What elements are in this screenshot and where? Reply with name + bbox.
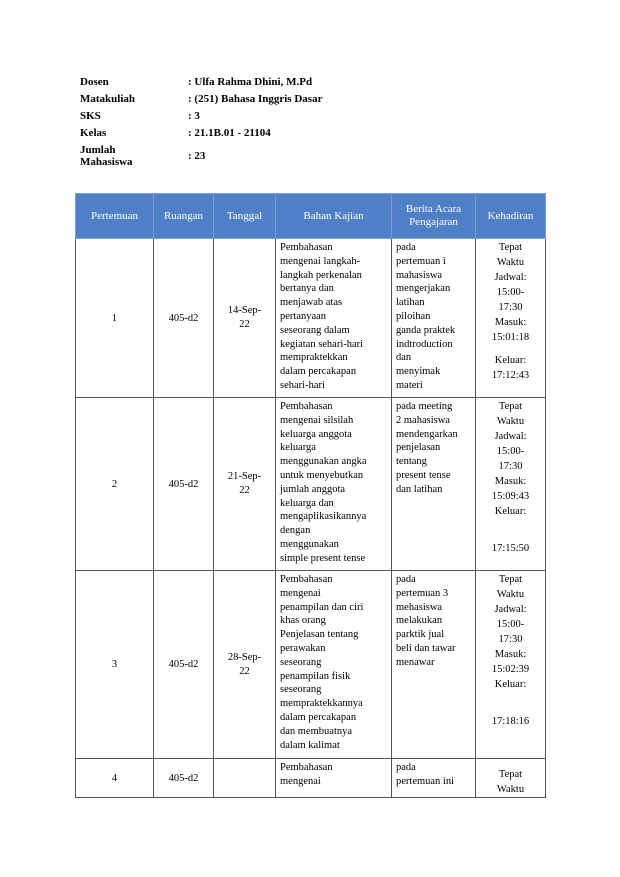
bahan-line: sehari-hari	[280, 379, 325, 391]
bahan-line: keluarga anggota	[280, 428, 352, 440]
berita-line: pada	[396, 242, 416, 253]
hadir-keluar-label: Keluar:	[494, 506, 527, 517]
hadir-keluar-time: 17:15:50	[491, 543, 530, 554]
pertemuan-cell: 1	[76, 239, 154, 398]
berita-line: beli dan tawar	[396, 642, 456, 654]
tanggal-line2: 22	[239, 485, 250, 496]
bahan-line: mengenai langkah-	[280, 255, 361, 267]
berita-line: tentang	[396, 456, 427, 468]
header-berita-acara	[392, 194, 476, 239]
bahan-line: untuk menyebutkan	[280, 469, 364, 481]
bahan-line: Pembahasan	[280, 574, 333, 585]
berita-acara-cell	[392, 398, 476, 571]
bahan-kajian-cell	[276, 398, 392, 571]
bahan-line: dan membuatnya	[280, 725, 353, 737]
berita-line: ganda praktek	[396, 324, 456, 336]
berita-acara-cell	[392, 239, 476, 398]
berita-line: pertemuan i	[396, 255, 446, 267]
table-header-row	[76, 194, 546, 239]
hadir-jadwal-start: 15:00-	[496, 619, 525, 630]
bahan-line: mengenai silsilah	[280, 414, 354, 426]
header-tanggal: Tanggal	[214, 194, 276, 239]
hadir-masuk-label: Masuk:	[494, 476, 527, 487]
kehadiran-cell	[476, 571, 546, 759]
matakuliah-label: Matakuliah	[80, 93, 136, 105]
bahan-line: seseorang dalam	[280, 324, 350, 336]
bahan-line: kegiatan sehari-hari	[280, 338, 364, 350]
header-ruangan: Ruangan	[154, 194, 214, 239]
header-berita-line1: Berita Acara	[405, 203, 462, 215]
ruangan-cell: 405-d2	[154, 571, 214, 759]
bahan-line: khas orang	[280, 615, 326, 627]
bahan-line: penampilan fisik	[280, 670, 351, 682]
bahan-line: mempraktekkan	[280, 352, 348, 364]
sks-value: : 3	[188, 110, 200, 122]
dosen-value: : Ulfa Rahma Dhini, M.Pd	[188, 76, 313, 88]
matakuliah-value: : (251) Bahasa Inggris Dasar	[188, 93, 323, 105]
bahan-line: mengenai	[280, 587, 321, 599]
kelas-label: Kelas	[80, 127, 107, 139]
hadir-masuk-label: Masuk:	[494, 649, 527, 660]
bahan-line: keluarga	[280, 442, 316, 454]
table-row	[76, 398, 546, 571]
berita-line: mendengarkan	[396, 428, 458, 440]
bahan-line: seseorang	[280, 656, 322, 668]
bahan-line: Pembahasan	[280, 762, 333, 773]
bahan-line: mengaplikasikannya	[280, 511, 367, 523]
hadir-masuk-time: 15:01:18	[491, 332, 530, 343]
tanggal-line2: 22	[239, 665, 250, 677]
hadir-keluar-label: Keluar:	[494, 679, 527, 690]
berita-acara-cell	[392, 571, 476, 759]
berita-line: latihan	[396, 297, 425, 309]
hadir-jadwal-label: Jadwal:	[494, 272, 527, 283]
bahan-line: pertanyaan	[280, 310, 327, 322]
hadir-jadwal-end: 17:30	[498, 302, 523, 313]
jumlah-value: : 23	[188, 150, 206, 162]
bahan-line: Penjelasan tentang	[280, 629, 359, 641]
berita-line: mahasiswa	[396, 269, 443, 281]
bahan-line: simple present tense	[280, 552, 366, 564]
kehadiran-cell	[476, 239, 546, 398]
hadir-jadwal-end: 17:30	[498, 634, 523, 645]
hadir-keluar-time: 17:18:16	[491, 716, 530, 727]
berita-line: indtroduction	[396, 338, 453, 350]
bahan-line: menggunakan	[280, 538, 339, 550]
bahan-line: Pembahasan	[280, 401, 333, 412]
berita-line: pertemuan 3	[396, 587, 449, 599]
tanggal-line1: 28-Sep-	[227, 651, 262, 663]
ruangan-cell: 405-d2	[154, 759, 214, 798]
bahan-line: jumlah anggota	[280, 483, 346, 495]
table-row	[76, 239, 546, 398]
berita-line: dan latihan	[396, 483, 443, 495]
berita-line: mehasiswa	[396, 601, 443, 613]
sks-label: SKS	[80, 110, 101, 122]
hadir-masuk-time: 15:09:43	[491, 491, 530, 502]
hadir-status: Tepat	[498, 242, 523, 253]
tanggal-line2: 22	[239, 319, 250, 330]
berita-line: pertemuan ini	[396, 775, 455, 787]
bahan-line: menggunakan angka	[280, 456, 367, 468]
berita-line: dan	[396, 352, 412, 364]
berita-acara-cell	[392, 759, 476, 798]
berita-line: mengerjakan	[396, 283, 451, 295]
berita-line: materi	[396, 379, 423, 391]
berita-line: pada	[396, 762, 416, 773]
hadir-jadwal-end: 17:30	[498, 461, 523, 472]
berita-line: pada	[396, 574, 416, 585]
berita-line: menyimak	[396, 366, 441, 378]
bahan-line: mengenai	[280, 775, 321, 787]
table-row	[76, 759, 546, 798]
attendance-table	[75, 193, 546, 798]
hadir-jadwal-label: Jadwal:	[494, 604, 527, 615]
bahan-line: menjawab atas	[280, 297, 343, 309]
kelas-value: : 21.1B.01 - 21104	[188, 127, 271, 139]
bahan-kajian-cell	[276, 239, 392, 398]
berita-line: 2 mahasiswa	[396, 414, 450, 426]
tanggal-cell	[214, 571, 276, 759]
header-kehadiran: Kehadiran	[476, 194, 546, 239]
berita-line: parktik jual	[396, 629, 445, 641]
hadir-masuk-time: 15:02:39	[491, 664, 530, 675]
hadir-jadwal-start: 15:00-	[496, 446, 525, 457]
bahan-kajian-cell	[276, 759, 392, 798]
table-row	[76, 571, 546, 759]
bahan-line: keluarga dan	[280, 497, 334, 509]
pertemuan-cell: 3	[76, 571, 154, 759]
berita-line: melakukan	[396, 615, 443, 627]
tanggal-line1: 21-Sep-	[227, 471, 262, 482]
bahan-line: bertanya dan	[280, 283, 334, 295]
tanggal-line1: 14-Sep-	[227, 305, 262, 316]
hadir-status: Tepat	[498, 574, 523, 585]
bahan-kajian-cell	[276, 571, 392, 759]
jumlah-label-2: Mahasiswa	[80, 156, 133, 168]
hadir-jadwal-label: Jadwal:	[494, 431, 527, 442]
hadir-status: Waktu	[496, 257, 525, 268]
bahan-line: penampilan dan ciri	[280, 601, 364, 613]
header-berita-line2: Pengajaran	[409, 216, 458, 228]
pertemuan-cell: 2	[76, 398, 154, 571]
hadir-status: Waktu	[496, 784, 525, 795]
jumlah-label-1: Jumlah	[80, 144, 116, 156]
hadir-jadwal-start: 15:00-	[496, 287, 525, 298]
berita-line: piloihan	[396, 310, 431, 322]
berita-line: penjelasan	[396, 442, 441, 454]
kehadiran-cell	[476, 398, 546, 571]
hadir-status: Tepat	[498, 769, 523, 780]
header-pertemuan: Pertemuan	[76, 194, 154, 239]
bahan-line: dalam percakapan	[280, 711, 357, 723]
bahan-line: dalam kalimat	[280, 739, 340, 751]
tanggal-cell	[214, 759, 276, 798]
bahan-line: perawakan	[280, 642, 326, 654]
bahan-line: langkah perkenalan	[280, 269, 362, 281]
bahan-line: mempraktekkannya	[280, 698, 363, 710]
hadir-status: Waktu	[496, 589, 525, 600]
tanggal-cell	[214, 398, 276, 571]
ruangan-cell: 405-d2	[154, 398, 214, 571]
bahan-line: seseorang	[280, 684, 322, 696]
kehadiran-cell	[476, 759, 546, 798]
header-bahan-kajian: Bahan Kajian	[276, 194, 392, 239]
pertemuan-cell: 4	[76, 759, 154, 798]
bahan-line: dalam percakapan	[280, 366, 357, 378]
bahan-line: dengan	[280, 525, 311, 537]
dosen-label: Dosen	[80, 76, 109, 88]
bahan-line: Pembahasan	[280, 242, 333, 253]
hadir-keluar-label: Keluar:	[494, 355, 527, 366]
hadir-masuk-label: Masuk:	[494, 317, 527, 328]
berita-line: pada meeting	[396, 401, 453, 412]
berita-line: menawar	[396, 656, 435, 668]
ruangan-cell: 405-d2	[154, 239, 214, 398]
tanggal-cell	[214, 239, 276, 398]
hadir-keluar-time: 17:12:43	[491, 370, 530, 381]
hadir-status: Tepat	[498, 401, 523, 412]
hadir-status: Waktu	[496, 416, 525, 427]
berita-line: present tense	[396, 469, 451, 481]
